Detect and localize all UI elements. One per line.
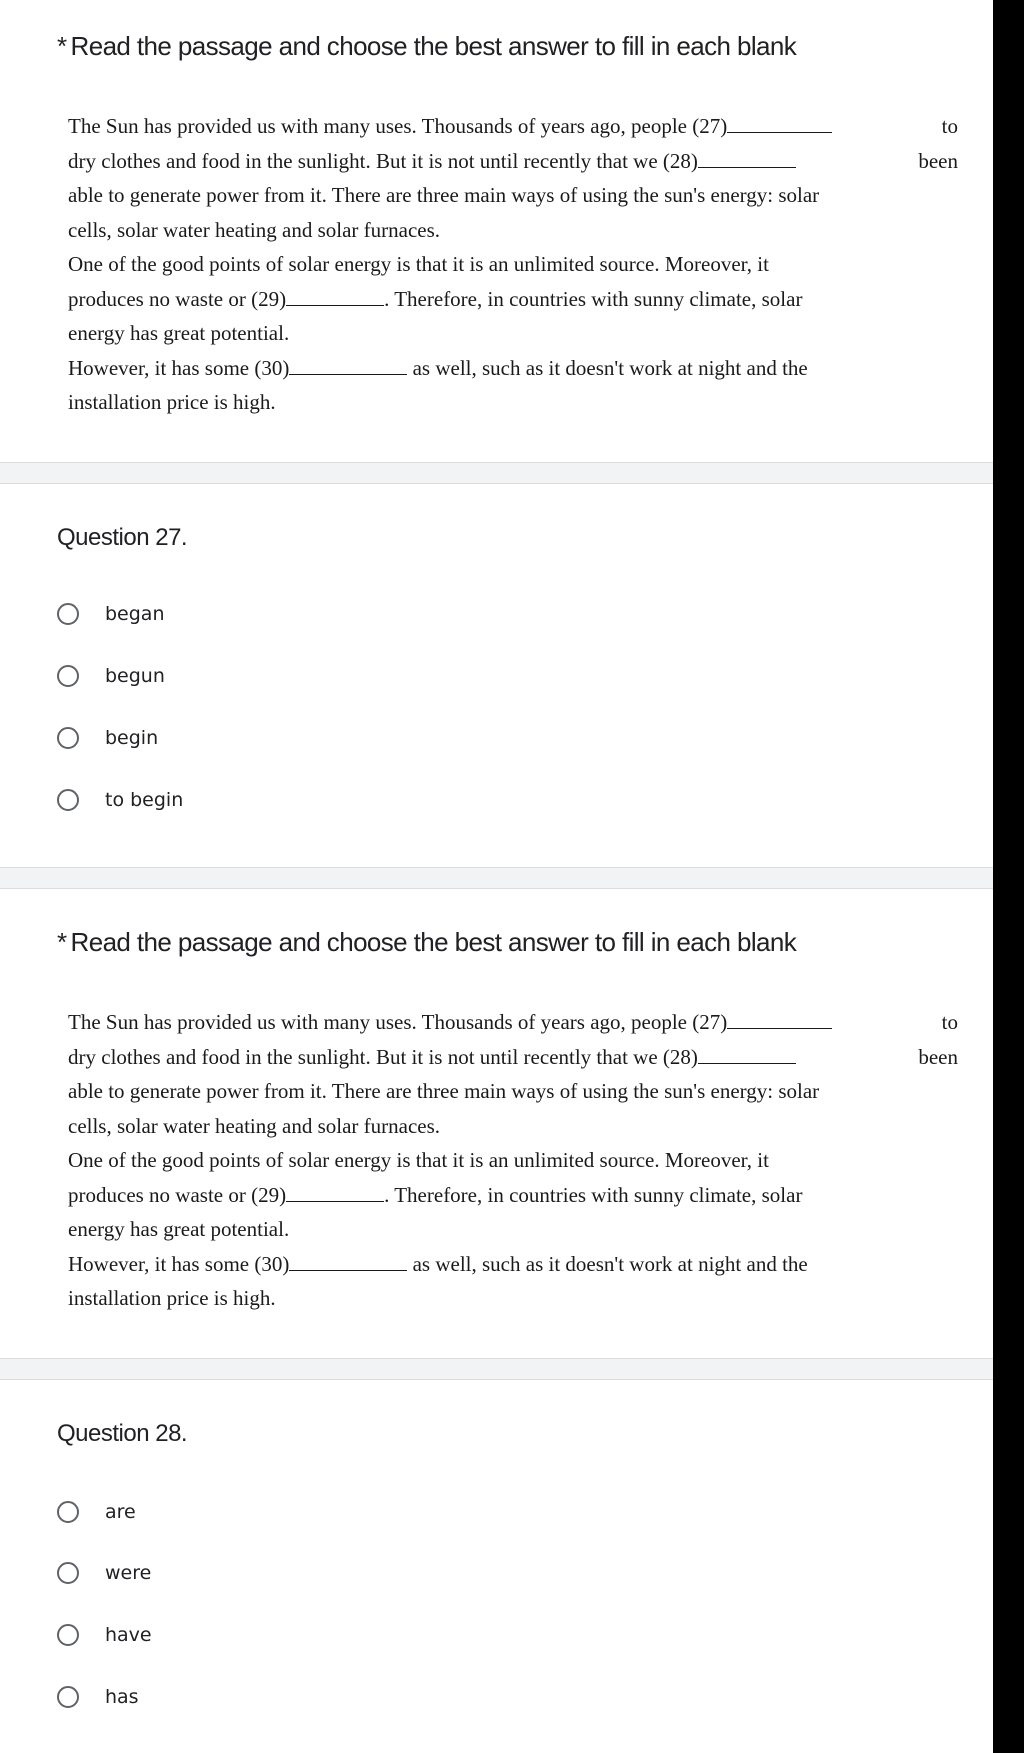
passage-line: installation price is high. bbox=[68, 1286, 276, 1310]
passage-text: to bbox=[941, 114, 958, 138]
radio-button[interactable] bbox=[57, 1686, 79, 1708]
answer-option[interactable] bbox=[57, 1497, 136, 1527]
passage-line: One of the good points of solar energy is that it is an unlimited source. Moreover, it bbox=[68, 1148, 769, 1172]
option-label: has bbox=[105, 1686, 139, 1708]
option-label: to begin bbox=[105, 789, 184, 811]
passage-text: . Therefore, in countries with sunny climate, solar bbox=[384, 1182, 803, 1207]
answer-option[interactable] bbox=[57, 599, 165, 629]
passage-text: dry clothes and food in the sunlight. But it is not until recently that we (28) bbox=[68, 148, 698, 173]
option-label: begun bbox=[105, 665, 165, 687]
blank-27 bbox=[727, 112, 832, 133]
passage-text: The Sun has provided us with many uses. Thousands of years ago, people (27) bbox=[68, 114, 728, 138]
passage-line: energy has great potential. bbox=[68, 321, 290, 345]
passage-text: produces no waste or (29) bbox=[68, 1182, 287, 1207]
passage-line: installation price is high. bbox=[68, 390, 276, 414]
option-label: began bbox=[105, 603, 165, 625]
radio-button[interactable] bbox=[57, 603, 79, 625]
passage-line bbox=[68, 1247, 958, 1282]
answer-option[interactable] bbox=[57, 1558, 151, 1588]
option-label: were bbox=[105, 1562, 152, 1584]
section-prompt bbox=[57, 31, 796, 62]
option-label: are bbox=[105, 1501, 136, 1523]
passage-line: One of the good points of solar energy is that it is an unlimited source. Moreover, it bbox=[68, 252, 769, 276]
passage-line bbox=[68, 1178, 958, 1213]
passage-text: been bbox=[918, 1044, 958, 1069]
blank-30 bbox=[289, 354, 407, 375]
blank-30 bbox=[289, 1250, 407, 1271]
radio-button[interactable] bbox=[57, 1501, 79, 1523]
passage-line bbox=[68, 351, 958, 386]
radio-button[interactable] bbox=[57, 1562, 79, 1584]
required-asterisk: * bbox=[57, 927, 67, 957]
passage-text: . Therefore, in countries with sunny climate, solar bbox=[384, 286, 803, 311]
passage-text: The Sun has provided us with many uses. Thousands of years ago, people (27) bbox=[68, 1010, 728, 1034]
question-card bbox=[0, 483, 993, 868]
passage-line: able to generate power from it. There are three main ways of using the sun's energy: solar bbox=[68, 183, 820, 207]
blank-28 bbox=[698, 147, 796, 168]
passage-text: produces no waste or (29) bbox=[68, 286, 287, 311]
radio-button[interactable] bbox=[57, 665, 79, 687]
prompt-text: Read the passage and choose the best answer to fill in each blank bbox=[70, 31, 797, 61]
option-label: begin bbox=[105, 727, 159, 749]
prompt-text: Read the passage and choose the best answer to fill in each blank bbox=[70, 927, 797, 957]
answer-option[interactable] bbox=[57, 1682, 139, 1712]
passage-line bbox=[68, 144, 958, 179]
required-asterisk: * bbox=[57, 31, 67, 61]
section-prompt bbox=[57, 927, 796, 958]
passage-line: energy has great potential. bbox=[68, 1217, 290, 1241]
reading-passage bbox=[68, 109, 958, 420]
passage-text: However, it has some (30) bbox=[68, 1251, 290, 1276]
passage-text: as well, such as it doesn't work at night and the bbox=[412, 355, 808, 380]
question-title: Question 27. bbox=[57, 524, 188, 551]
passage-text: been bbox=[918, 148, 958, 173]
passage-text: as well, such as it doesn't work at night and the bbox=[412, 1251, 808, 1276]
blank-29 bbox=[286, 1181, 384, 1202]
passage-card bbox=[0, 0, 993, 463]
passage-line bbox=[68, 109, 958, 144]
option-label: have bbox=[105, 1624, 152, 1646]
blank-27 bbox=[727, 1008, 832, 1029]
radio-button[interactable] bbox=[57, 727, 79, 749]
question-card bbox=[0, 1379, 993, 1753]
answer-option[interactable] bbox=[57, 661, 165, 691]
reading-passage bbox=[68, 1005, 958, 1316]
radio-button[interactable] bbox=[57, 789, 79, 811]
question-title: Question 28. bbox=[57, 1420, 188, 1447]
answer-option[interactable] bbox=[57, 723, 158, 753]
passage-line: cells, solar water heating and solar furnaces. bbox=[68, 1113, 441, 1138]
passage-line: able to generate power from it. There are three main ways of using the sun's energy: solar bbox=[68, 1079, 820, 1103]
passage-line bbox=[68, 282, 958, 317]
answer-option[interactable] bbox=[57, 1620, 152, 1650]
answer-option[interactable] bbox=[57, 785, 183, 815]
passage-line: cells, solar water heating and solar furnaces. bbox=[68, 217, 441, 242]
passage-text: to bbox=[941, 1010, 958, 1034]
passage-line bbox=[68, 1040, 958, 1075]
passage-text: However, it has some (30) bbox=[68, 355, 290, 380]
passage-line bbox=[68, 1005, 958, 1040]
blank-28 bbox=[698, 1043, 796, 1064]
blank-29 bbox=[286, 285, 384, 306]
passage-text: dry clothes and food in the sunlight. But it is not until recently that we (28) bbox=[68, 1044, 698, 1069]
radio-button[interactable] bbox=[57, 1624, 79, 1646]
passage-card bbox=[0, 888, 993, 1359]
